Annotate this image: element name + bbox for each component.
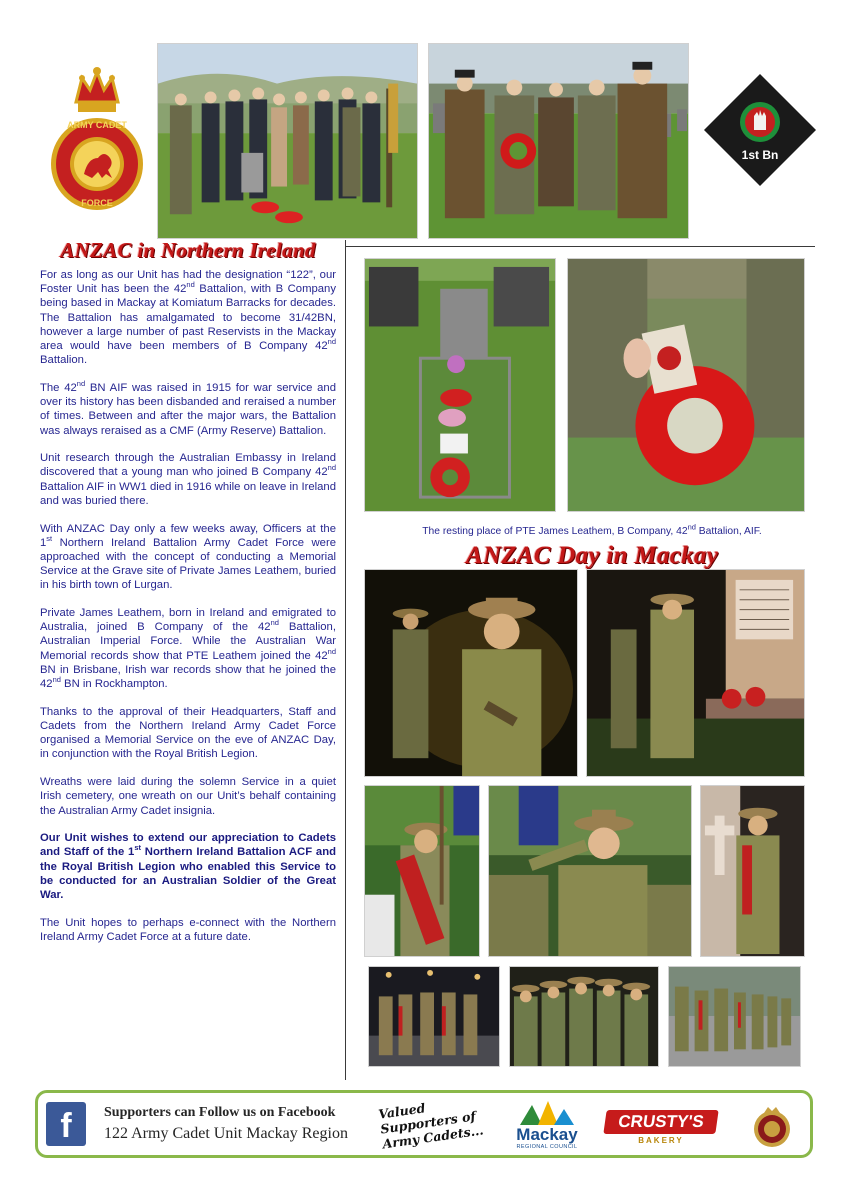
supporters-footer (35, 1090, 813, 1158)
first-battalion-logo (702, 72, 818, 188)
photo-saluting-cadet (488, 785, 692, 957)
headline-anzac-day-mackay: ANZAC Day in Mackay (465, 542, 719, 569)
photo-wreath-closeup (567, 258, 805, 512)
photo-march-day (668, 966, 801, 1067)
paragraph-6: Thanks to the approval of their Headquarters, Staff and Cadets from the Northern Ireland Army Cadet Force organised a Memorial Service on the eve of ANZAC Day, in conjunction with the Royal British Legion. (40, 705, 336, 761)
paragraph-3: Unit research through the Australian Embassy in Ireland discovered that a young man who joined B Company 42nd Battalion AIF in WW1 died in 1916 while on leave in Ireland and was buried there. (40, 452, 336, 507)
army-cadet-force-crest-logo (48, 66, 146, 214)
photo-night-cadet-vigil (364, 569, 578, 777)
facebook-follow-text: Supporters can Follow us on Facebook (104, 1105, 336, 1120)
photo-flag-bearer (364, 785, 480, 957)
crustys-bakery-logo (601, 1106, 721, 1146)
facebook-icon[interactable]: f (46, 1102, 86, 1146)
crustys-logo-sub: BAKERY (638, 1136, 684, 1145)
paragraph-2: The 42nd BN AIF was raised in 1915 for war service and over its history has been disbanded and reraised a number of times. Between and after the major wars, the Battalion was always reraised as a CMF (Army Reserve) Battalion. (40, 379, 336, 437)
svg-text:ARMY CADET: ARMY CADET (67, 120, 127, 130)
photo-caption-resting-place: The resting place of PTE James Leathem, B Company, 42nd Battalion, AIF. (422, 522, 762, 537)
mackay-regional-council-logo (508, 1099, 586, 1153)
headline-anzac-northern-ireland: ANZAC in Northern Ireland (60, 238, 316, 262)
valued-supporters-text: Valued Supporters of Army Cadets... (377, 1100, 485, 1152)
paragraph-9: The Unit hopes to perhaps e-connect with the Northern Ireland Army Cadet Force at a future date. (40, 916, 336, 943)
paragraph-1: For as long as our Unit has had the designation “122”, our Foster Unit has been the 42nd Battalion, with B Company being based in Mackay at Komiatum Barracks for decades. The Battalion has amalgamated to become 31/42BN, however a large number of past Reservists in the Mackay area would have been members of B Company 42nd Battalion. (40, 269, 336, 367)
paragraph-7: Wreaths were laid during the solemn Service in a quiet Irish cemetery, one wreath on our Unit’s behalf containing the Australian Army Cadet insignia. (40, 776, 336, 817)
mackay-logo-word: Mackay (516, 1125, 578, 1144)
facebook-page-name[interactable]: 122 Army Cadet Unit Mackay Region (104, 1125, 348, 1142)
photo-headstone-wreaths (364, 258, 556, 512)
mackay-logo-sub: REGIONAL COUNCIL (516, 1144, 578, 1150)
photo-memorial-night (586, 569, 805, 777)
photo-march-column (509, 966, 659, 1067)
photo-march-night (368, 966, 500, 1067)
svg-text:FORCE: FORCE (81, 198, 113, 208)
photo-grave-group (157, 43, 418, 239)
first-battalion-label: 1st Bn (741, 148, 779, 162)
photo-cadets-with-wreath (428, 43, 689, 239)
paragraph-8-appreciation: Our Unit wishes to extend our appreciation to Cadets and Staff of the 1st Northern Ireland Battalion ACF and the Royal British Legion who enabled this Service to be conducted for an Australian Soldier of the Great War. (40, 832, 336, 902)
column-divider (345, 240, 346, 1080)
article-body (40, 268, 336, 958)
photo-cadet-memorial-wall (700, 785, 805, 957)
section-divider (345, 246, 815, 247)
paragraph-4: With ANZAC Day only a few weeks away, Officers at the 1st Northern Ireland Battalion Army Cadet Force were approached with the concept of conducting a Memorial Service at the Grave site of Private James Leathem, buried in his birth town of Lurgan. (40, 522, 336, 592)
crustys-logo-word: CRUSTY'S (603, 1110, 718, 1134)
paragraph-5: Private James Leathem, born in Ireland and emigrated to Australia, joined B Company of the 42nd Battalion, Australian Imperial Force. While the Australian War Memorial records show that PTE Leathem joined the 42nd BN in Brisbane, Irish war records show that he joined the 42nd BN in Rockhampton. (40, 607, 336, 691)
rsl-badge-logo (750, 1105, 794, 1149)
